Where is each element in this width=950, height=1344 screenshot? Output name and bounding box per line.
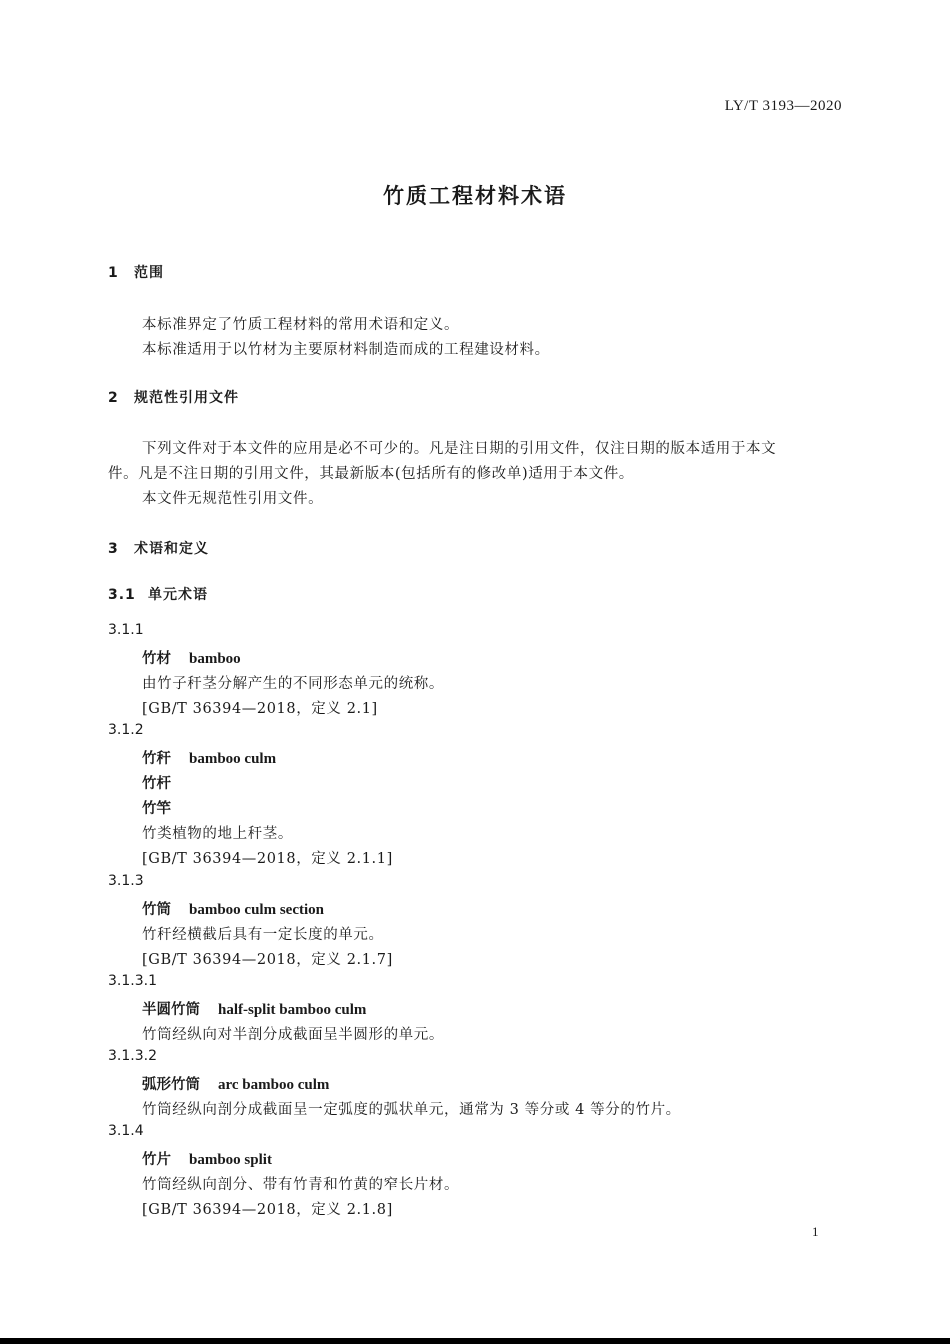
term-definition: 竹筒经纵向剖分成截面呈一定弧度的弧状单元，通常为 3 等分或 4 等分的竹片。	[142, 1102, 681, 1118]
term-heading	[142, 898, 324, 919]
term-number: 3.1.2	[108, 722, 144, 738]
term-zh: 竹片	[142, 1152, 171, 1168]
section-3-heading	[108, 538, 209, 558]
term-en: arc bamboo culm	[218, 1077, 330, 1093]
term-en: bamboo culm	[189, 751, 277, 767]
subsection-3-1-heading	[108, 584, 208, 604]
term-definition: 竹类植物的地上秆茎。	[142, 826, 293, 842]
page-number: 1	[812, 1224, 819, 1239]
term-en: bamboo culm section	[189, 902, 324, 918]
term-heading	[142, 1073, 329, 1094]
term-zh: 竹材	[142, 651, 171, 667]
term-number: 3.1.3.1	[108, 973, 157, 989]
term-zh: 竹筒	[142, 902, 171, 918]
term-definition: 竹筒经纵向对半剖分成截面呈半圆形的单元。	[142, 1027, 444, 1043]
subsection-title: 单元术语	[148, 587, 208, 603]
paragraph: 本标准界定了竹质工程材料的常用术语和定义。	[142, 317, 460, 333]
term-heading	[142, 747, 276, 768]
term-number: 3.1.1	[108, 622, 144, 638]
bottom-edge-bar	[0, 1338, 950, 1344]
section-number: 1	[108, 265, 119, 281]
term-number: 3.1.3.2	[108, 1048, 157, 1064]
section-title: 术语和定义	[134, 541, 209, 557]
paragraph-line: 下列文件对于本文件的应用是必不可少的。凡是注日期的引用文件，仅注日期的版本适用于本文	[142, 441, 777, 457]
term-definition: 由竹子秆茎分解产生的不同形态单元的统称。	[142, 676, 444, 692]
section-1-heading	[108, 262, 164, 282]
term-en: bamboo split	[189, 1152, 272, 1168]
term-synonym: 竹竿	[142, 801, 171, 817]
section-number: 3	[108, 541, 119, 557]
paragraph-line: 件。凡是不注日期的引用文件，其最新版本(包括所有的修改单)适用于本文件。	[108, 466, 634, 482]
term-source: [GB/T 36394—2018，定义 2.1.7]	[142, 952, 393, 968]
term-number: 3.1.4	[108, 1123, 144, 1139]
term-zh: 弧形竹筒	[142, 1077, 200, 1093]
term-definition: 竹秆经横截后具有一定长度的单元。	[142, 927, 384, 943]
term-zh: 半圆竹筒	[142, 1002, 200, 1018]
term-source: [GB/T 36394—2018，定义 2.1.8]	[142, 1202, 393, 1218]
term-heading	[142, 1148, 272, 1169]
section-title: 范围	[134, 265, 164, 281]
term-heading	[142, 998, 366, 1019]
section-2-heading	[108, 387, 239, 407]
term-heading	[142, 647, 241, 668]
term-zh: 竹秆	[142, 751, 171, 767]
term-en: bamboo	[189, 651, 241, 667]
section-number: 2	[108, 390, 119, 406]
term-definition: 竹筒经纵向剖分、带有竹青和竹黄的窄长片材。	[142, 1177, 460, 1193]
term-synonym: 竹杆	[142, 776, 171, 792]
paragraph: 本标准适用于以竹材为主要原材料制造而成的工程建设材料。	[142, 342, 550, 358]
term-source: [GB/T 36394—2018，定义 2.1]	[142, 701, 378, 717]
term-en: half-split bamboo culm	[218, 1002, 367, 1018]
document-title: 竹质工程材料术语	[383, 184, 567, 208]
paragraph: 本文件无规范性引用文件。	[142, 491, 324, 507]
standard-code: LY/T 3193—2020	[724, 98, 842, 114]
subsection-number: 3.1	[108, 587, 136, 603]
section-title: 规范性引用文件	[134, 390, 239, 406]
term-number: 3.1.3	[108, 873, 144, 889]
term-source: [GB/T 36394—2018，定义 2.1.1]	[142, 851, 393, 867]
